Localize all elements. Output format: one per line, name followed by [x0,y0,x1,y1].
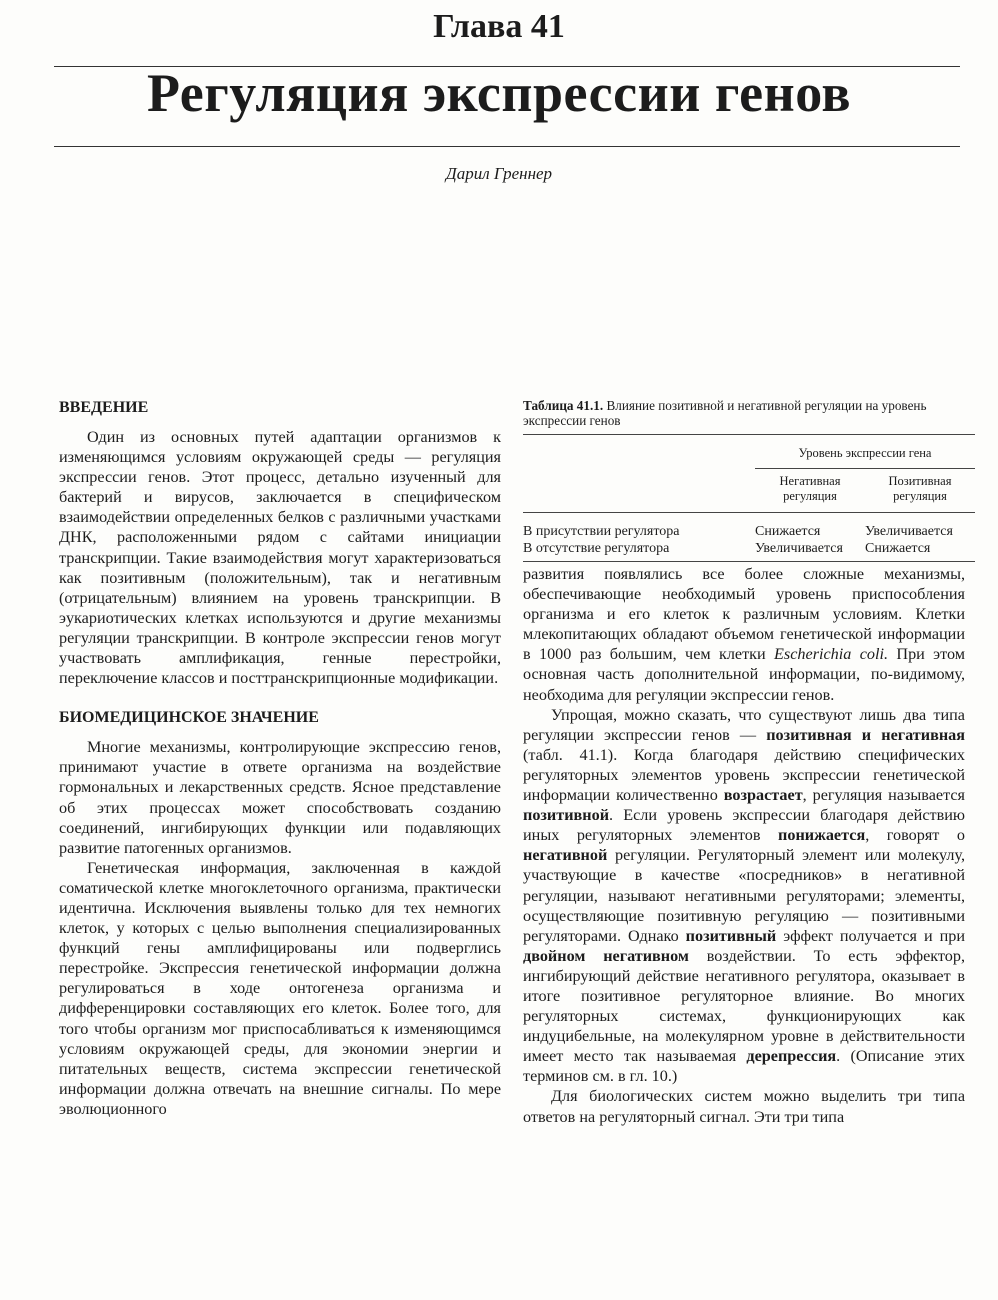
paragraph: Генетическая информация, заключенная в каждой соматической клетке многоклеточного организма, практически идентична. Исключения выявлены только для тех немногих клеток, у которых с целью выполнения специализированных функций гены амплифицированы или подверглись перестройке. Экспрессия генетической информации должна регулироваться в ходе онтогенеза организма и дифференцировки составляющих его клеток. Более того, для того чтобы организм мог приспосабливаться к изменяющимся условиям окружающей среды, для экономии энергии и питательных веществ, система экспрессии генетической информации должна отвечать на внешние сигналы. По мере эволюционного [59,858,501,1118]
table-cell-negative: Увеличивается [755,541,843,556]
table-caption-label: Таблица 41.1. [523,398,604,413]
table-row [523,523,975,540]
chapter-title: Регуляция экспрессии генов [146,63,852,123]
text-run: (табл. 41.1). Когда благодаря действию специфических регуляторных элементов уровень экспрессии генетической информации количественно [523,745,965,805]
author: Дарил Греннер [445,164,553,183]
text-run: При этом основная часть дополнительной информации, по-видимому, необходима для регуляции экспрессии генов. [523,645,966,704]
paragraph [523,705,965,1087]
text-run: развития появлялись все более сложные механизмы, обеспечивающие необходимый уровень приспособления организма и его клеток к различным условиям. Клетки млекопитающих обладают объемом генетической информации в 1000 раз большим, чем клетки [523,565,965,664]
emphasis-term: позитивный [685,926,777,945]
emphasis-term: дерепрессия [746,1047,837,1066]
title-rule-bottom [54,146,960,147]
table-row-label: В присутствии регулятора [523,524,680,539]
left-column [59,398,501,1119]
text-run: , говорят о [865,826,966,845]
table-row [523,540,975,562]
table-group-header: Уровень экспрессии гена [755,435,975,469]
text-run: эффект получается и при [783,926,966,945]
table-row-label: В отсутствие регулятора [523,541,670,556]
table-col-positive: Позитивная регуляция [865,469,975,513]
right-column [523,398,965,1127]
table-cell-positive: Снижается [865,541,931,556]
table-caption-text: Влияние позитивной и негативной регуляции на уровень экспрессии генов [523,398,927,428]
emphasis-term: позитивная и негативная [766,725,965,744]
regulation-table [523,434,975,562]
text-run: . Если уровень экспрессии благодаря действию иных регуляторных элементов [523,806,965,845]
text-run: регуляции. Регуляторный элемент или молекулу, участвующие в качестве «посредников» в негативной регуляции, называют негативными регуляторами; элементы, осуществляющие позитивную регуляцию — позитивными регуляторами. Однако [523,846,965,945]
emphasis-term: двойном негативном [523,946,689,965]
table-caption [523,398,965,428]
emphasis-term: возрастает [723,786,803,805]
species-name: Escherichia coli. [774,645,889,664]
emphasis-term: позитивной [523,806,610,825]
text-run: , регуляция называется [802,786,966,805]
table-cell-positive: Увеличивается [865,524,953,539]
table-cell-negative: Снижается [755,524,821,539]
paragraph [523,564,965,705]
section-heading-biomedical: БИОМЕДИЦИНСКОЕ ЗНАЧЕНИЕ [59,709,319,727]
paragraph: Многие механизмы, контролирующие экспрессию генов, принимают участие в ответе организма на воздействие гормональных и лекарственных средств. Ясное представление об этих процессах может способствовать созданию соединений, ингибирующих функции или подавляющих развитие патогенных организмов. [59,738,501,857]
text-run: Упрощая, можно сказать, что существуют лишь два типа регуляции экспрессии генов — [523,705,965,744]
paragraph: Для биологических систем можно выделить три типа ответов на регуляторный сигнал. Эти три типа [523,1087,965,1126]
chapter-number: Глава 41 [433,8,565,45]
emphasis-term: негативной [523,846,608,865]
section-heading-introduction: ВВЕДЕНИЕ [59,399,149,416]
paragraph: Один из основных путей адаптации организмов к изменяющимся условиям окружающей среды — регуляция экспрессии генов. Этот процесс, детально изученный для бактерий и вирусов, заключается в специфическом взаимодействии определенных белков с различными участками ДНК, расположенными рядом с сайтами инициации транскрипции. Такие взаимодействия могут характеризоваться как позитивным (положительным), так и негативным (отрицательным) влиянием на уровень транскрипции. В эукариотических клетках используются и другие механизмы регуляции транскрипции. В контроле экспрессии генов могут участвовать амплификация, генные перестройки, переключение классов и посттранскрипционные модификации. [59,428,501,688]
table-col-negative: Негативная регуляция [755,469,865,513]
emphasis-term: понижается [778,826,866,845]
text-run: воздействии. То есть эффектор, ингибирующий действие негативного регулятора, оказывает в итоге позитивное регуляторное влияние. Во многих регуляторных системах, функционирующих как индуцибельные, на молекулярном уровне в действительности имеет место так называемая [523,946,966,1066]
text-run: . (Описание этих терминов см. в гл. 10.) [523,1047,966,1086]
